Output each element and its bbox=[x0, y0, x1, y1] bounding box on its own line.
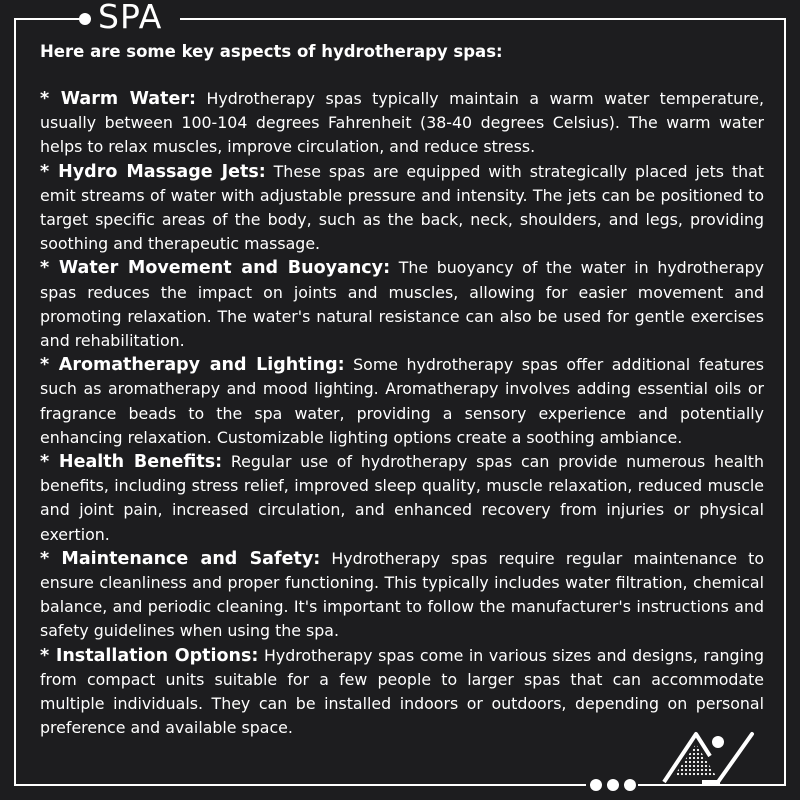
bottom-dot bbox=[624, 779, 636, 791]
list-item bbox=[40, 547, 764, 644]
item-heading: * Maintenance and Safety: bbox=[40, 548, 321, 569]
item-heading: * Installation Options: bbox=[40, 645, 259, 666]
intro-text: Here are some key aspects of hydrotherapy spas: bbox=[40, 42, 503, 61]
item-heading: * Aromatherapy and Lighting: bbox=[40, 355, 345, 376]
frame-right bbox=[784, 18, 786, 786]
item-text: Regular use of hydrotherapy spas can provide numerous health benefits, including stress relief, improved sleep quality, muscle relaxation, reduced muscle and joint pain, increased circulation, and enhanced recovery from injuries or physical exertion. bbox=[40, 452, 764, 544]
list-item bbox=[40, 353, 764, 450]
frame-left bbox=[14, 18, 16, 786]
item-text: Hydrotherapy spas require regular maintenance to ensure cleanliness and proper functioning. This typically includes water filtration, chemical balance, and periodic cleaning. It's important to follow the manufacturer's instructions and safety guidelines when using the spa. bbox=[40, 548, 764, 641]
item-text: These spas are equipped with strategically placed jets that emit streams of water with adjustable pressure and intensity. The jets can be positioned to target specific areas of the body, such as the back, neck, shoulders, and legs, providing soothing and therapeutic massage. bbox=[40, 161, 764, 254]
frame-bottom-left bbox=[14, 784, 586, 786]
frame-top-left bbox=[14, 18, 80, 20]
item-text: Hydrotherapy spas typically maintain a warm water temperature, usually between 100-104 degrees Fahrenheit (38-40 degrees Celsius). The warm water helps to relax muscles, improve circulation, and reduce stress. bbox=[40, 89, 764, 157]
item-heading: * Health Benefits: bbox=[40, 452, 223, 473]
list-item bbox=[40, 450, 764, 547]
list-item bbox=[40, 87, 764, 160]
item-heading: * Hydro Massage Jets: bbox=[40, 161, 266, 182]
list-item bbox=[40, 256, 764, 353]
item-heading: * Water Movement and Buoyancy: bbox=[40, 258, 391, 279]
item-text: Hydrotherapy spas come in various sizes and designs, ranging from compact units suitable for a few people to larger spas that can accommodate multiple individuals. They can be installed indoors or outdoors, depending on personal preference and available space. bbox=[40, 645, 764, 738]
frame-top-right bbox=[180, 18, 786, 20]
bottom-dot bbox=[607, 779, 619, 791]
item-heading: * Warm Water: bbox=[40, 89, 196, 109]
title-dot bbox=[79, 13, 91, 25]
list-item bbox=[40, 644, 764, 741]
bottom-dot bbox=[590, 779, 602, 791]
article-body bbox=[40, 40, 764, 740]
item-text: Some hydrotherapy spas offer additional features such as aromatherapy and mood lighting. Aromatherapy involves adding essential oils or fragrance beads to the spa water, providing a sensory experience and potentially enhancing relaxation. Customizable lighting options create a soothing ambiance. bbox=[40, 355, 764, 447]
brand-logo-icon bbox=[660, 728, 760, 786]
item-text: The buoyancy of the water in hydrotherapy spas reduces the impact on joints and muscles, allowing for easier movement and promoting relaxation. The water's natural resistance can also be used for gentle exercises and rehabilitation. bbox=[40, 258, 765, 351]
page-title: SPA bbox=[98, 0, 163, 36]
list-item bbox=[40, 160, 764, 257]
